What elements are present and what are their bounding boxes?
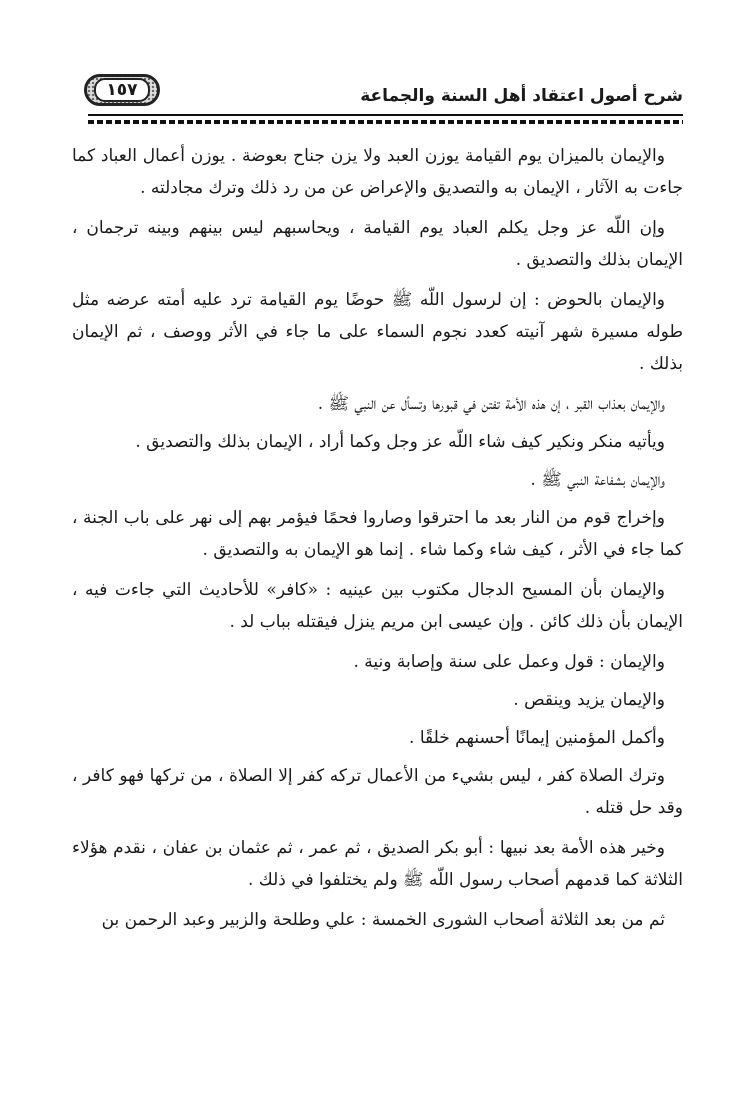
paragraph: وخير هذه الأمة بعد نبيها : أبو بكر الصديق ، ثم عمر ، ثم عثمان بن عفان ، نقدم هؤلاء الثلاثة كما قدمهم أصحاب رسول اللّه ﷺ ولم يختلفوا في ذلك . [72, 838, 683, 890]
paragraph: والإيمان يزيد وينقص . [513, 690, 665, 710]
header-dashed-rule [88, 120, 683, 124]
page-header [72, 72, 683, 112]
paragraph: وإن اللّه عز وجل يكلم العباد يوم القيامة ، ويحاسبهم ليس بينهم وبينه ترجمان ، الإيمان بذلك والتصديق . [72, 218, 683, 270]
header-rule [88, 114, 683, 116]
paragraph: والإيمان بأن المسيح الدجال مكتوب بين عينيه : «كافر» للأحاديث التي جاءت فيه ، الإيمان بأن ذلك كائن . وإن عيسى ابن مريم ينزل فيقتله بباب لد . [72, 580, 683, 632]
paragraph: ويأتيه منكر ونكير كيف شاء اللّه عز وجل وكما أراد ، الإيمان بذلك والتصديق . [135, 432, 665, 452]
paragraph: ثم من بعد الثلاثة أصحاب الشورى الخمسة : علي وطلحة والزبير وعبد الرحمن بن [101, 910, 665, 930]
paragraph: وإخراج قوم من النار بعد ما احترقوا وصاروا فحمًا فيؤمر بهم إلى نهر على باب الجنة ، كما جاء في الأثر ، كيف شاء وكما شاء . إنما هو الإيمان به والتصديق . [72, 508, 683, 560]
paragraph: وأكمل المؤمنين إيمانًا أحسنهم خلقًا . [409, 728, 665, 748]
page-number-badge [84, 74, 160, 106]
paragraph: والإيمان بعذاب القبر ، إن هذه الأمة تفتن في قبورها وتسأل عن النبي ﷺ . [317, 394, 665, 414]
page-number: ١٥٧ [94, 78, 149, 102]
paragraph: والإيمان بالحوض : إن لرسول اللّه ﷺ حوضًا يوم القيامة ترد عليه أمته عرضه مثل طوله مسيرة شهر آنيته كعدد نجوم السماء على ما جاء في الأثر ووصف ، ثم الإيمان بذلك . [72, 290, 683, 374]
paragraph: والإيمان بالميزان يوم القيامة يوزن العبد ولا يزن جناح بعوضة . يوزن أعمال العباد كما جاءت به الآثار ، الإيمان به والتصديق والإعراض عن من رد ذلك وترك مجادلته . [72, 146, 683, 198]
page-body [72, 140, 683, 944]
running-title: شرح أصول اعتقاد أهل السنة والجماعة [360, 86, 683, 106]
paragraph: وترك الصلاة كفر ، ليس بشيء من الأعمال تركه كفر إلا الصلاة ، من تركها فهو كافر ، وقد حل قتله . [72, 766, 683, 818]
paragraph: والإيمان : قول وعمل على سنة وإصابة ونية . [353, 652, 665, 672]
paragraph: والإيمان بشفاعة النبي ﷺ . [530, 470, 665, 490]
